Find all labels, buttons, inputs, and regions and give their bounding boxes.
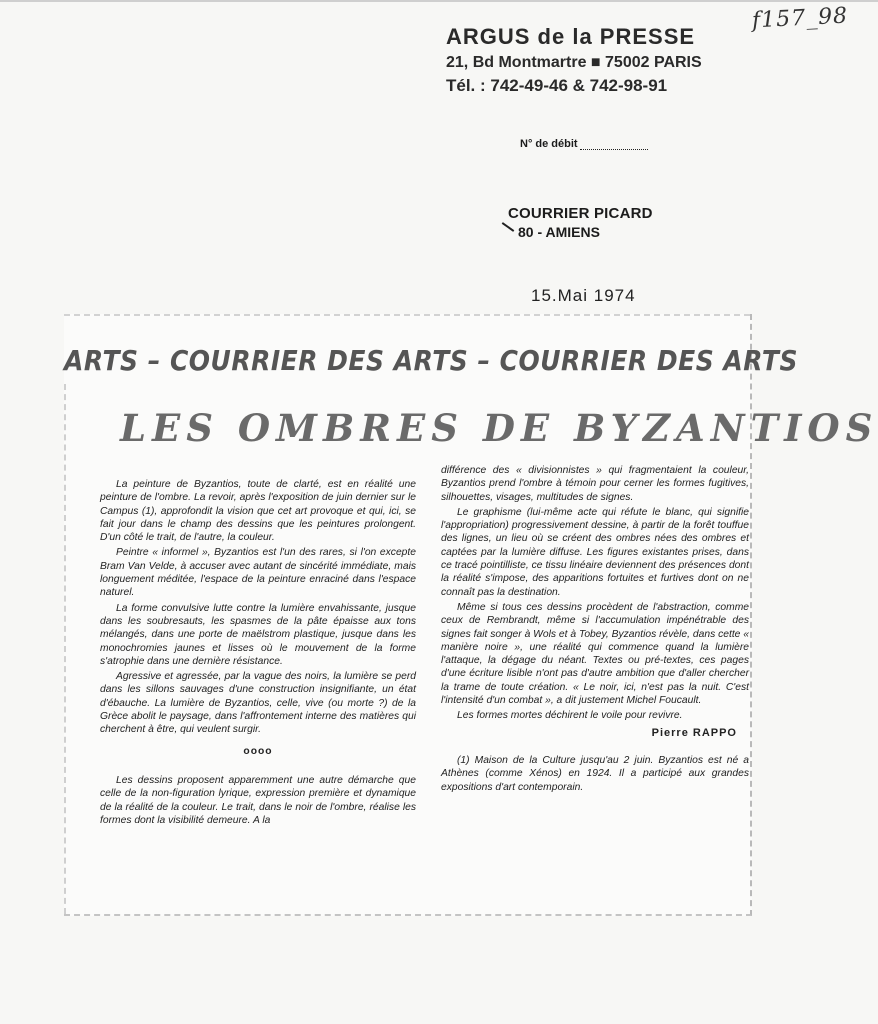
- paragraph: La forme convulsive lutte contre la lumière envahissante, jusque dans les soubresauts, les spasmes de la pâte épaisse aux tons mélangés, dans une porte de maëlstrom plastique, jusque dans les monochromies jaunes et lisses où le mouvement de la forme s'atrophie dans une dernière résistance.: [100, 602, 416, 667]
- paragraph: Les formes mortes déchirent le voile pour revivre.: [457, 710, 683, 722]
- paragraph: La peinture de Byzantios, toute de clarté, est en réalité une peinture de l'ombre. La revoir, après l'exposition de juin dernier sur le Campus (1), approfondit la vision que cet art provoque et qui, ici, se fait jour dans le champ des dessins que les peintures prolongent. D'un côté le trait, de l'autre, la couleur.: [100, 479, 416, 544]
- publication-date: 15.Mai 1974: [531, 286, 636, 305]
- article-column-left: [100, 478, 416, 829]
- debit-label: N° de débit: [520, 138, 578, 150]
- footnote: (1) Maison de la Culture jusqu'au 2 juin. Byzantios est né a Athènes (comme Xénos) en 1924. Il a participé aux grandes expositions d'art contemporain.: [441, 754, 749, 793]
- agency-telephone: Tél. : 742-49-46 & 742-98-91: [446, 76, 668, 95]
- top-rule: [0, 0, 878, 2]
- stamp-mark: [502, 222, 515, 232]
- article-title: LES OMBRES DE BYZANTIOS: [120, 406, 878, 450]
- agency-address: 21, Bd Montmartre ■ 75002 PARIS: [446, 54, 702, 71]
- newspaper-stamp: [508, 205, 653, 240]
- press-agency-stamp: [446, 24, 702, 96]
- newspaper-name: COURRIER PICARD: [508, 205, 653, 222]
- section-separator: oooo: [243, 745, 273, 757]
- article-author: Pierre RAPPO: [651, 726, 737, 739]
- paragraph: différence des « divisionnistes » qui fragmentaient la couleur, Byzantios prend l'ombre à témoin pour cerner les formes fugitives, silhouettes, visages, multitudes de signes.: [441, 465, 749, 503]
- newspaper-city: 80 - AMIENS: [518, 224, 600, 240]
- clipping-top-edge: [64, 314, 750, 316]
- handwritten-reference-note: f157_98: [751, 3, 849, 34]
- paragraph: Même si tous ces dessins procèdent de l'abstraction, comme ceux de Rembrandt, même si l'accumulation impénétrable des signes fait songer à Wols et à Tobey, Byzantios révèle, dans cette « manière noire », une réalité qui commence quand la lumière l'attaque, la dégage du néant. Textes ou pré-textes, ces pages d'une écriture lisible n'ont pas d'autre ambition que d'aller chercher la trame de toute création. « Le noir, ici, n'est pas la nuit. C'est l'intensité d'un combat », a dit justement Michel Foucault.: [441, 601, 749, 707]
- paragraph: Peintre « informel », Byzantios est l'un des rares, si l'on excepte Bram Van Velde, à accuser avec autant de sincérité immédiate, mais longuement méditée, l'espace de la peinture enraciné dans l'espace naturel.: [100, 547, 416, 599]
- paragraph: Agressive et agressée, par la vague des noirs, la lumière se perd dans les sillons sauvages d'une construction insignifiante, un état d'ébauche. La lumière de Byzantios, celle, vive (ou morte ?) de la Grèce abolit le paysage, dans l'affrontement interne des matières qui cherchent à être, qui veulent surgir.: [100, 671, 416, 736]
- clipping-left-edge: [64, 384, 66, 914]
- article-column-right: [441, 464, 749, 796]
- section-banner: ARTS – COURRIER DES ARTS – COURRIER DES ARTS: [64, 344, 798, 377]
- paragraph: Le graphisme (lui-même acte qui réfute le blanc, qui signifie l'appropriation) progressivement dessine, à partir de la forêt touffue des lignes, un lieu où se créent des ombres nées des ombres et captées par la lumière diffuse. Les figures existantes prises, dans ce tracé pointilliste, ce tissu linéaire deviennent des présences dont la réalité s'impose, des apparitions fortuites et furtives dont on ne connaît pas la destination.: [441, 506, 749, 598]
- agency-name: ARGUS de la PRESSE: [446, 24, 696, 49]
- debit-number-field: [520, 138, 648, 150]
- debit-dotted-line: [580, 140, 648, 150]
- paragraph: Les dessins proposent apparemment une autre démarche que celle de la non-figuration lyrique, expression première et dynamique de la réalité de la couleur. Le trait, dans le noir de l'ombre, réalise les formes dont la visibilité demeure. A la: [100, 774, 416, 826]
- article-clipping: [64, 314, 878, 916]
